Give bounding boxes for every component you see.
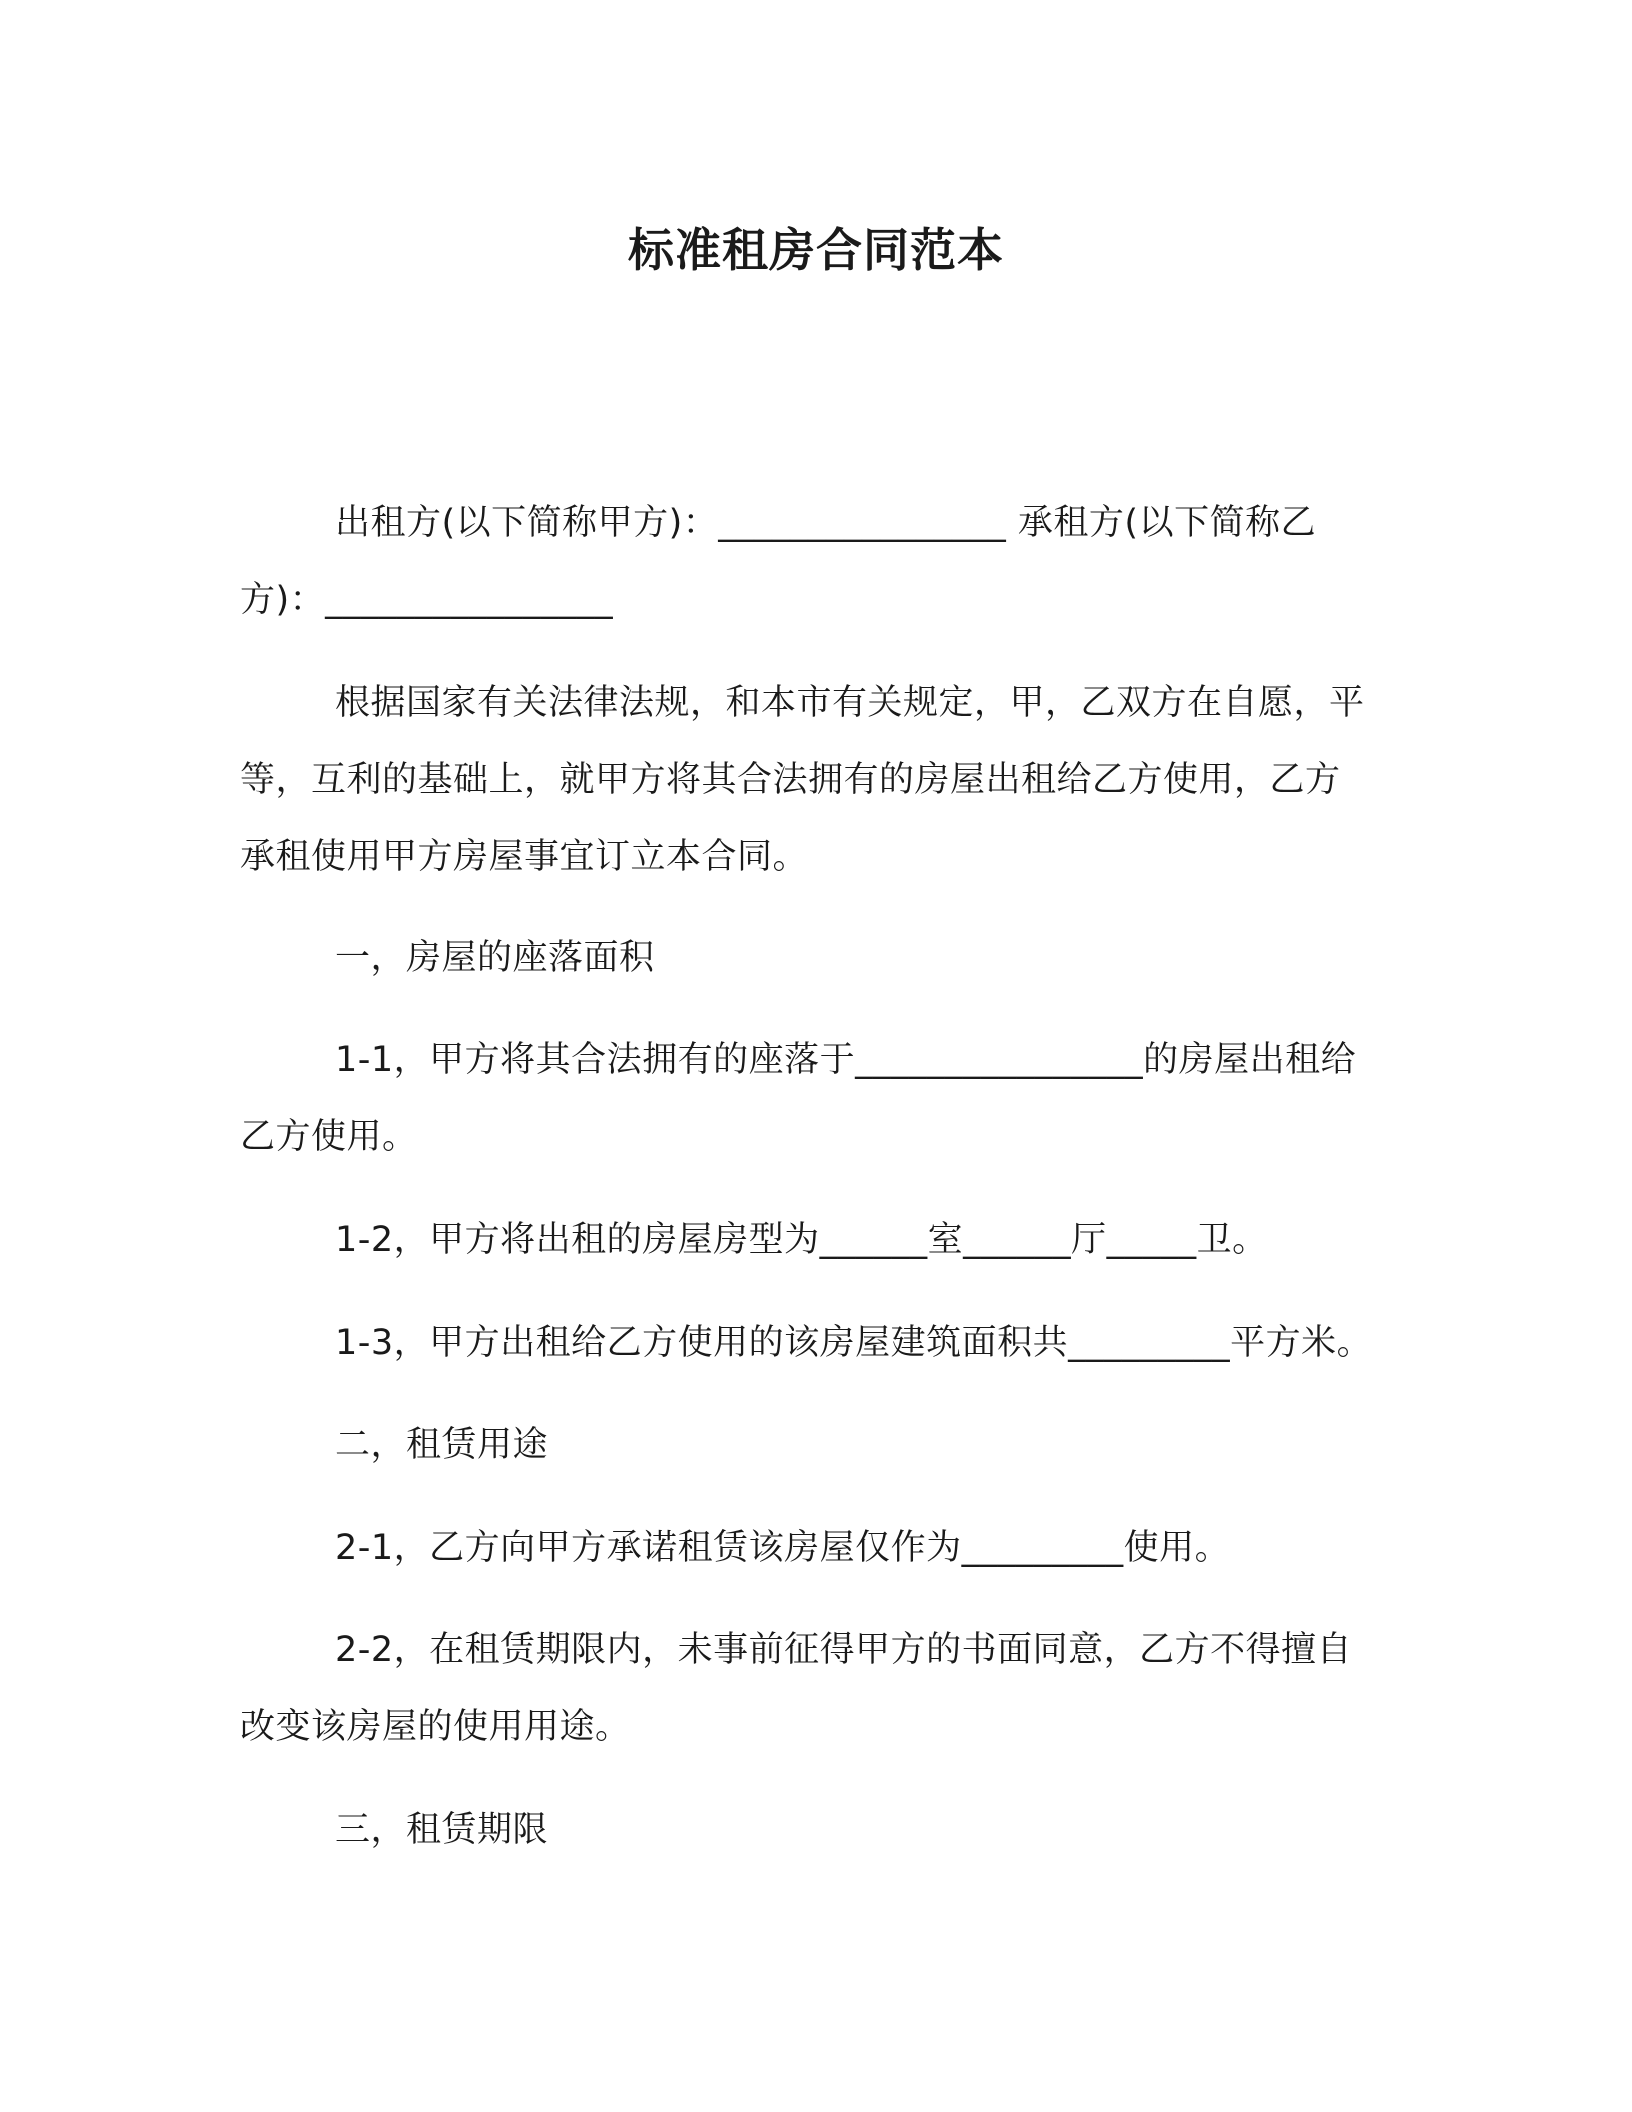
clause-2-2: 2-2，在租赁期限内，未事前征得甲方的书面同意，乙方不得擅自改变该房屋的使用用途。 (240, 1630, 1353, 1747)
section-2-heading: 二，租赁用途 (335, 1425, 549, 1465)
document-title: 标准租房合同范本 (628, 223, 1004, 277)
section-3-heading: 三，租赁期限 (335, 1810, 549, 1850)
section-1-heading: 一，房屋的座落面积 (335, 938, 655, 978)
clause-2-1: 2-1，乙方向甲方承诺租赁该房屋仅作为_________使用。 (335, 1528, 1231, 1568)
parties-paragraph: 出租方(以下简称甲方)：________________ 承租方(以下简称乙方)：________________ (240, 503, 1317, 620)
clause-1-2: 1-2，甲方将出租的房屋房型为______室______厅_____卫。 (335, 1220, 1268, 1260)
clause-1-3: 1-3，甲方出租给乙方使用的该房屋建筑面积共_________平方米。 (335, 1323, 1373, 1363)
preamble-paragraph: 根据国家有关法律法规，和本市有关规定，甲，乙双方在自愿，平等，互利的基础上，就甲方将其合法拥有的房屋出租给乙方使用，乙方承租使用甲方房屋事宜订立本合同。 (240, 683, 1365, 877)
clause-1-1: 1-1，甲方将其合法拥有的座落于________________的房屋出租给乙方使用。 (240, 1040, 1357, 1157)
